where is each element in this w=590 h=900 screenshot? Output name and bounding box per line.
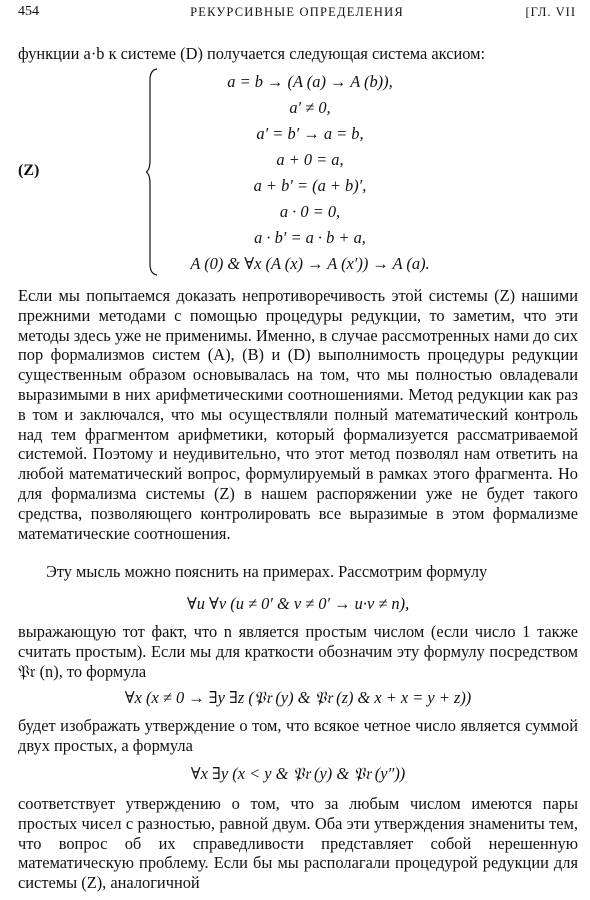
body-paragraph: Эту мысль можно пояснить на примерах. Рассмотрим формулу xyxy=(46,562,488,581)
display-formula: ∀x (x ≠ 0 → ∃y ∃z (𝔓𝔯 (y) & 𝔓𝔯 (z) & x + x = y + z)) xyxy=(124,688,472,707)
lead-line: функции a·b к системе (D) получается следующая система аксиом: xyxy=(18,44,486,63)
body-paragraph: выражающую тот факт, что n является простым числом (если число 1 также считать простым). Если мы для краткости обозначим эту формулу посредством 𝔓𝔯 (n), то формула xyxy=(18,622,578,681)
system-label: (Z) xyxy=(18,162,40,179)
left-brace-icon xyxy=(146,68,158,276)
axiom-line: a′ = b′ → a = b, xyxy=(256,124,364,143)
body-paragraph: будет изображать утверждение о том, что всякое четное число является суммой двух простых, а формула xyxy=(18,716,578,755)
axiom-line: a = b → (A (a) → A (b)), xyxy=(227,72,393,91)
axiom-line: a + b′ = (a + b)′, xyxy=(253,176,367,195)
body-paragraph: соответствует утверждению о том, что за любым числом имеются пары простых чисел с разностью, равной двум. Оба эти утверждения знамениты тем, что вопрос об их справедливости представляет собой нерешенную математическую проблему. Если бы мы располагали процедурой редукции для системы (Z), аналогичной xyxy=(18,794,578,893)
axiom-line: a′ ≠ 0, xyxy=(289,98,331,117)
axiom-line: a · 0 = 0, xyxy=(279,202,341,221)
body-paragraph: Если мы попытаемся доказать непротиворечивость этой системы (Z) нашими прежними методами с помощью процедуры редукции, то заметим, что эти методы здесь уже не применимы. Именно, в случае рассмотренных нами до сих пор формализмов систем (A), (B) и (D) выполнимость процедуры редукции существенным образом основывалась на том, что мы полностью овладевали выразимыми в них арифметическими соотношениями. Метод редукции как раз в том и заключался, что мы осуществляли полный математический контроль над тем фрагментом арифметики, который формализуется рассматриваемой системой. Поэтому и неудивительно, что этот метод позволял нам ответить на любой математический вопрос, формулируемый в рамках этого фрагмента. Но для формализма системы (Z) в нашем распоряжении уже не будет такого средства, позволяющего контролировать все выразимые в этом формализме математические соотношения. xyxy=(18,286,578,543)
running-title: РЕКУРСИВНЫЕ ОПРЕДЕЛЕНИЯ xyxy=(190,5,404,19)
display-formula: ∀x ∃y (x < y & 𝔓𝔯 (y) & 𝔓𝔯 (y″)) xyxy=(190,764,406,783)
page-number: 454 xyxy=(18,4,39,19)
axiom-line: a · b′ = a · b + a, xyxy=(254,228,366,247)
axiom-line: A (0) & ∀x (A (x) → A (x′)) → A (a). xyxy=(190,254,430,273)
axiom-line: a + 0 = a, xyxy=(276,150,344,169)
display-formula: ∀u ∀v (u ≠ 0′ & v ≠ 0′ → u·v ≠ n), xyxy=(186,594,410,613)
chapter-marker: [ГЛ. VII xyxy=(525,5,576,19)
running-header xyxy=(18,4,576,24)
